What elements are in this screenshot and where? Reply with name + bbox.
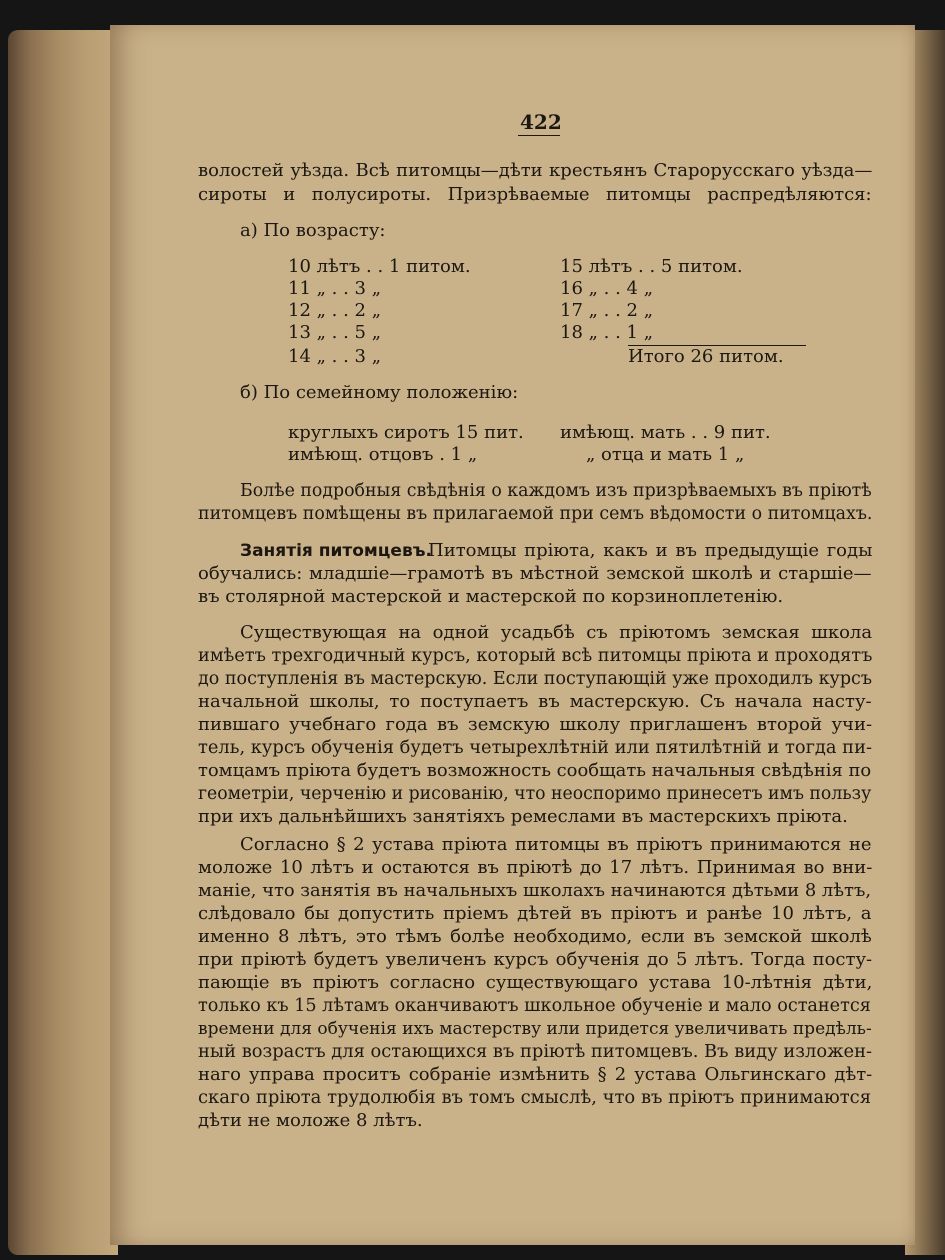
para3-line: тель, курсъ обученія будетъ четырехлѣтній или пятилѣтній и тогда пи- <box>198 737 872 758</box>
para3-line: Существующая на одной усадьбѣ съ пріютомъ земская школа <box>240 622 873 643</box>
age-row-right: 17 „ . . 2 „ <box>560 300 654 321</box>
para2-line: обучались: младшіе—грамотѣ въ мѣстной земской школѣ и старшіе— <box>198 563 872 584</box>
para4-line: ный возрастъ для остающихся въ пріютѣ питомцевъ. Въ виду изложен- <box>198 1041 873 1062</box>
family-row-right: „ отца и мать 1 „ <box>586 444 745 465</box>
para3-line: геометріи, черченію и рисованію, что неоспоримо принесетъ имъ пользу <box>198 784 872 804</box>
para3-line: начальной школы, то поступаетъ въ мастерскую. Съ начала насту- <box>198 691 872 712</box>
para4-line: только къ 15 лѣтамъ оканчиваютъ школьное обученіе и мало останется <box>198 996 871 1016</box>
para4-line: слѣдовало бы допустить пріемъ дѣтей въ пріютъ и ранѣе 10 лѣтъ, а <box>198 903 872 924</box>
family-heading: б) По семейному положенію: <box>240 382 519 403</box>
para3-line: при ихъ дальнѣйшихъ занятіяхъ ремеслами въ мастерскихъ пріюта. <box>198 806 848 827</box>
para2-line: въ столярной мастерской и мастерской по корзиноплетенію. <box>198 586 784 607</box>
para4-line: Согласно § 2 устава пріюта питомцы въ пріютъ принимаются не <box>240 834 872 855</box>
age-row-right: 18 „ . . 1 „ <box>560 322 654 343</box>
para3-line: до поступленія въ мастерскую. Если поступающій уже проходилъ курсъ <box>198 669 872 689</box>
age-row-left: 12 „ . . 2 „ <box>288 300 382 321</box>
para4-line: дѣти не моложе 8 лѣтъ. <box>198 1110 423 1131</box>
book-edge-left <box>8 30 118 1255</box>
page-number-rule <box>518 135 560 136</box>
age-heading: а) По возрасту: <box>240 220 386 241</box>
family-row-left: круглыхъ сиротъ 15 пит. <box>288 422 524 443</box>
para2-title: Занятія питомцевъ. <box>240 541 432 561</box>
age-row-right: 16 „ . . 4 „ <box>560 278 654 299</box>
para4-line: моложе 10 лѣтъ и остаются въ пріютѣ до 17 лѣтъ. Принимая во вни- <box>198 857 873 878</box>
age-row-left: 11 „ . . 3 „ <box>288 278 382 299</box>
para4-line: скаго пріюта трудолюбія въ томъ смыслѣ, что въ пріютъ принимаются <box>198 1087 872 1108</box>
para1-line: питомцевъ помѣщены въ прилагаемой при семъ вѣдомости о питомцахъ. <box>198 504 873 524</box>
para1-line: Болѣе подробныя свѣдѣнія о каждомъ изъ призрѣваемыхъ въ пріютѣ <box>240 481 872 501</box>
age-row-left: 14 „ . . 3 „ <box>288 346 382 367</box>
family-row-right: имѣющ. мать . . 9 пит. <box>560 422 771 443</box>
para4-line: пающіе въ пріютъ согласно существующаго устава 10-лѣтнія дѣти, <box>198 972 873 993</box>
para3-line: имѣетъ трехгодичный курсъ, который всѣ питомцы пріюта и проходятъ <box>198 646 873 666</box>
age-row-left: 10 лѣтъ . . 1 питом. <box>288 256 471 277</box>
para2-line: Питомцы пріюта, какъ и въ предыдущіе годы <box>428 540 873 561</box>
family-row-left: имѣющ. отцовъ . 1 „ <box>288 444 478 465</box>
para4-line: при пріютѣ будетъ увеличенъ курсъ обученія до 5 лѣтъ. Тогда посту- <box>198 949 873 970</box>
intro-line: волостей уѣзда. Всѣ питомцы—дѣти крестьянъ Старорусскаго уѣзда— <box>198 160 873 181</box>
para4-line: именно 8 лѣтъ, это тѣмъ болѣе необходимо, если въ земской школѣ <box>198 926 872 947</box>
intro-line: сироты и полусироты. Призрѣваемые питомцы распредѣляются: <box>198 184 872 205</box>
para4-line: времени для обученія ихъ мастерству или придется увеличивать предѣль- <box>198 1019 872 1039</box>
age-row-left: 13 „ . . 5 „ <box>288 322 382 343</box>
para3-line: томцамъ пріюта будетъ возможность сообщать начальныя свѣдѣнія по <box>198 760 872 781</box>
book-page <box>110 25 915 1245</box>
age-row-right: 15 лѣтъ . . 5 питом. <box>560 256 743 277</box>
para3-line: пившаго учебнаго года въ земскую школу приглашенъ второй учи- <box>198 714 873 735</box>
para4-line: наго управа проситъ собраніе измѣнить § 2 устава Ольгинскаго дѣт- <box>198 1064 873 1085</box>
page-number: 422 <box>520 110 562 134</box>
age-total: Итого 26 питом. <box>628 346 784 367</box>
para4-line: маніе, что занятія въ начальныхъ школахъ начинаются дѣтьми 8 лѣтъ, <box>198 880 872 901</box>
